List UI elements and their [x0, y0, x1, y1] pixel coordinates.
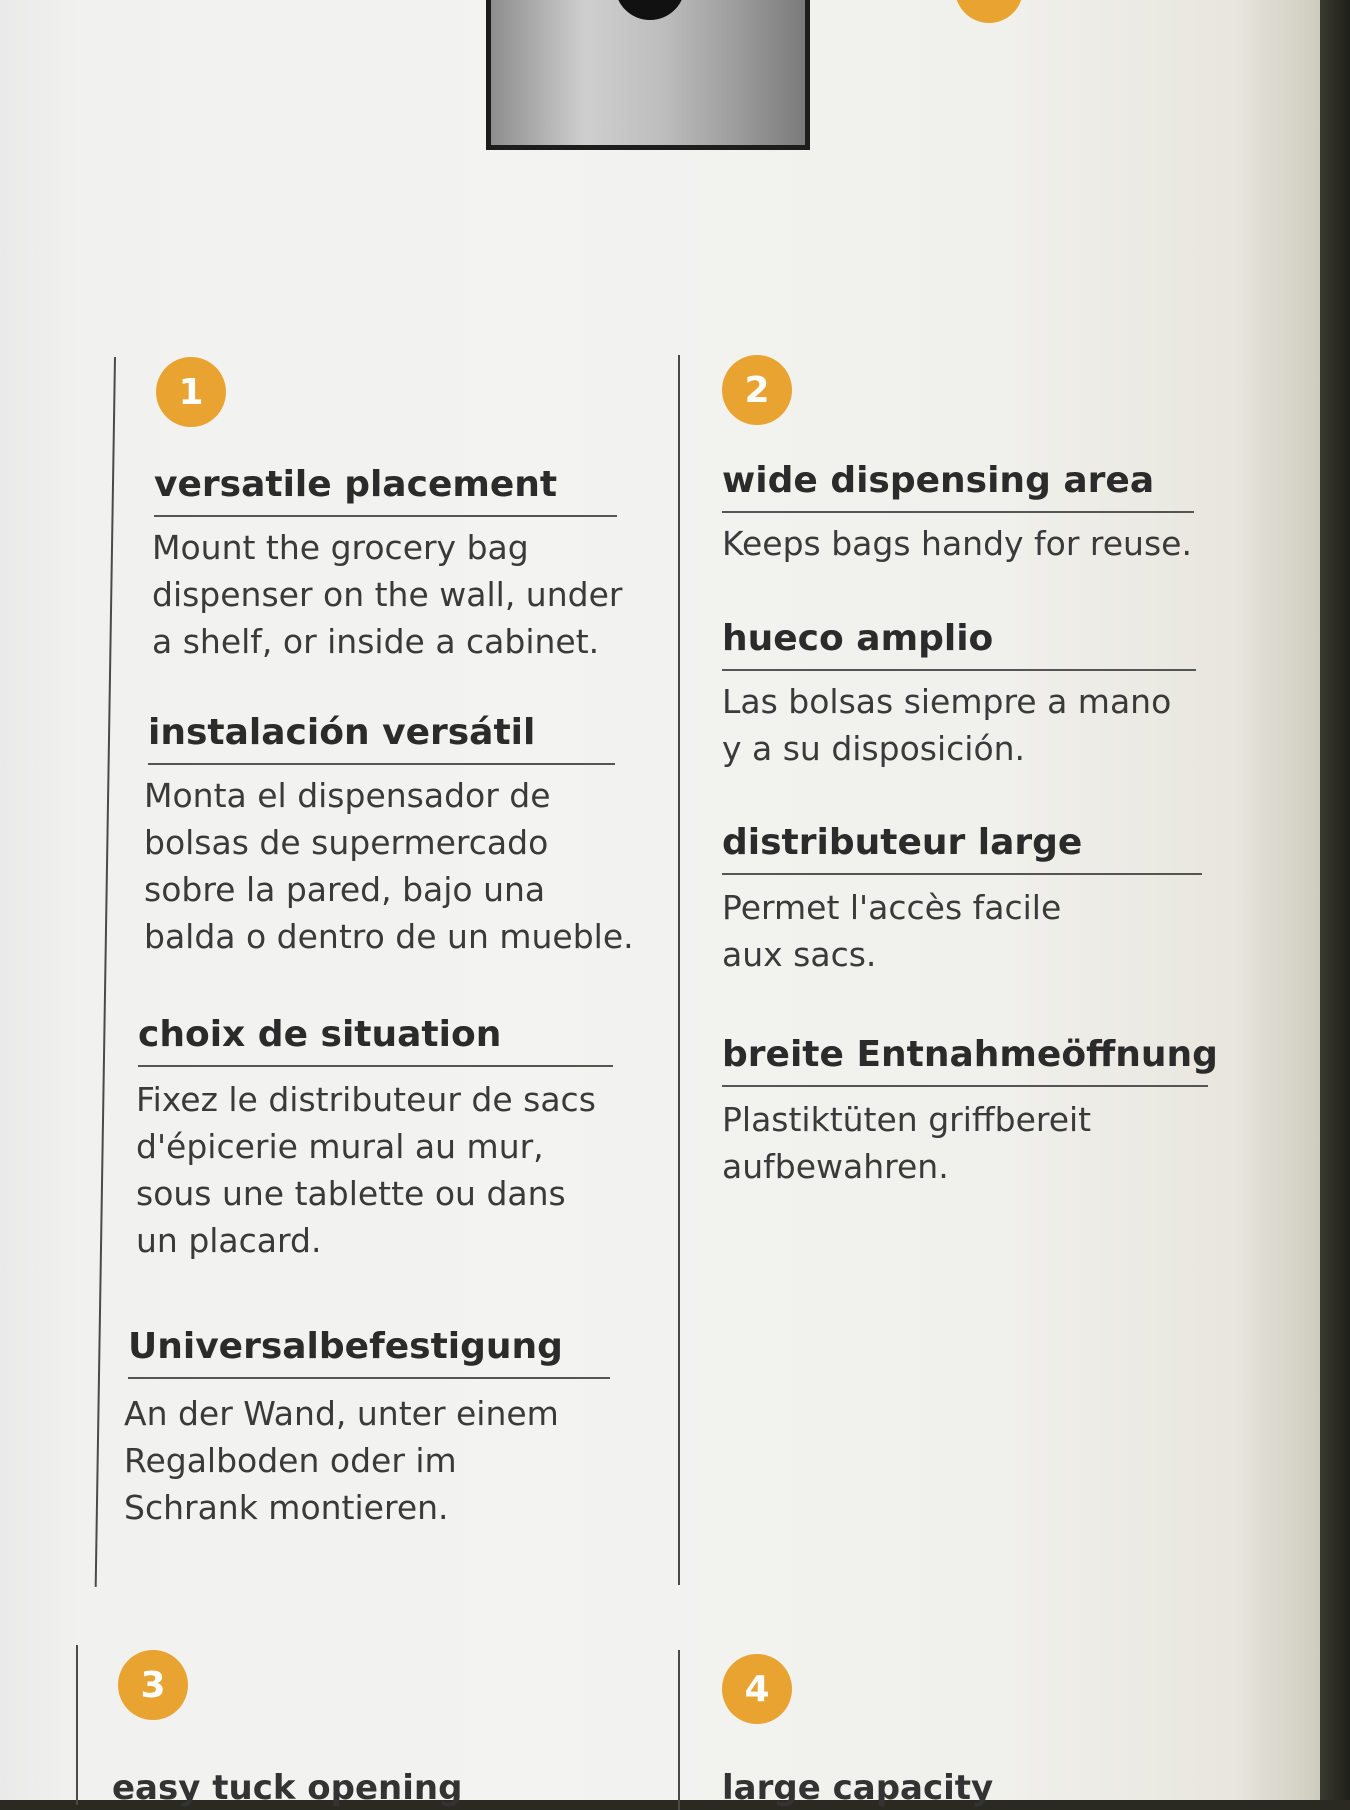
feature-heading-distributeur-large: distributeur large — [722, 822, 1202, 875]
text-line: Plastiktüten griffbereit aufbewahren. — [722, 1100, 1092, 1186]
badge-number-3: 3 — [118, 1650, 188, 1720]
feature-text-wide-dispensing-area — [722, 520, 1242, 567]
text-line: Keeps bags handy for reuse. — [722, 524, 1192, 563]
feature-heading-instalacion-versatil: instalación versátil — [148, 712, 615, 765]
text-line: Monta el dispensador de bolsas de supermercado sobre la pared, bajo una balda o dentro de un mueble. — [144, 776, 634, 956]
feature-heading-breite-entnahmeoeffnung: breite Entnahmeöffnung — [722, 1034, 1208, 1087]
feature-text-versatile-placement — [152, 524, 632, 665]
feature-heading-hueco-amplio: hueco amplio — [722, 618, 1196, 671]
box-side-edge — [1320, 0, 1350, 1800]
feature-text-universalbefestigung — [124, 1390, 634, 1531]
feature-text-breite-entnahmeoeffnung — [722, 1096, 1242, 1190]
left-column-divider — [95, 357, 116, 1587]
feature-heading-choix-de-situation: choix de situation — [138, 1014, 613, 1067]
feature-heading-large-capacity: large capacity — [722, 1768, 994, 1808]
feature-text-instalacion-versatil — [144, 772, 644, 960]
bottom-left-divider — [76, 1645, 78, 1805]
text-line: Permet l'accès facile aux sacs. — [722, 888, 1062, 974]
feature-heading-universalbefestigung: Universalbefestigung — [128, 1326, 610, 1379]
badge-number-4: 4 — [722, 1654, 792, 1724]
text-line: Las bolsas siempre a mano y a su disposición. — [722, 682, 1172, 768]
center-column-divider — [678, 355, 680, 1585]
text-line: Mount the grocery bag dispenser on the wall, under a shelf, or inside a cabinet. — [152, 528, 623, 661]
text-line: Fixez le distributeur de sacs d'épicerie mural au mur, sous une tablette ou dans un placard. — [136, 1080, 596, 1260]
feature-heading-easy-tuck-opening: easy tuck opening — [112, 1768, 463, 1808]
badge-partial-top — [955, 0, 1023, 23]
dispenser-opening — [615, 0, 685, 20]
badge-number-1: 1 — [156, 357, 226, 427]
feature-heading-versatile-placement: versatile placement — [154, 464, 617, 517]
feature-text-distributeur-large — [722, 884, 1242, 978]
dispenser-product-photo — [486, 0, 810, 150]
feature-heading-wide-dispensing-area: wide dispensing area — [722, 460, 1194, 513]
bottom-center-divider — [678, 1650, 680, 1810]
feature-text-choix-de-situation — [136, 1076, 646, 1264]
feature-text-hueco-amplio — [722, 678, 1242, 772]
text-line: An der Wand, unter einem Regalboden oder im Schrank montieren. — [124, 1394, 559, 1527]
badge-number-2: 2 — [722, 355, 792, 425]
